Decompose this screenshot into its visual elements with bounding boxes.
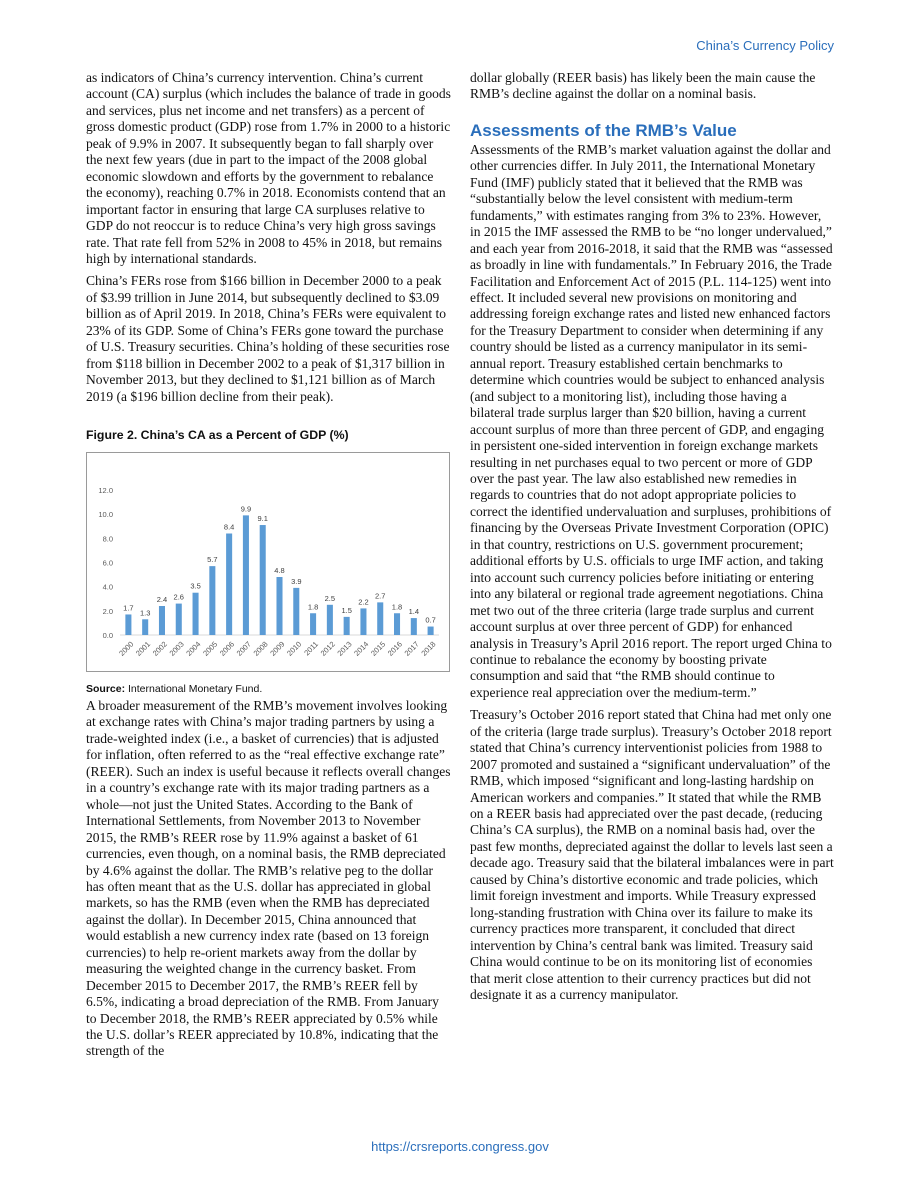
paragraph-ca-surplus: as indicators of China’s currency intervention. China’s current account (CA) surplus (which includes the balance of trade in goods and services, plus net income and net transfers) as a percent of gross domestic product (GDP) rose from 1.7% in 2000 to a historic peak of 9.9% in 2007. It subsequently began to fall sharply over the next few years (due in part to the impact of the 2008 global economic slowdown and efforts by the government to rebalance the economy), reaching 0.7% in 2018. Economists contend that an important factor in ensuring that large CA surpluses relative to GDP do not reoccur is to reduce China’s very high gross savings rate. That rate fell from 52% in 2008 to 45% in 2018, but remains high by international standards. — [86, 70, 451, 266]
x-tick-label: 2011 — [302, 639, 321, 657]
data-label: 1.8 — [391, 601, 403, 611]
source-text: International Monetary Fund. — [125, 682, 263, 695]
bar — [411, 618, 417, 635]
data-label: 3.9 — [291, 576, 302, 586]
paragraph-dollar-strength: dollar globally (REER basis) has likely been the main cause the RMB’s decline against the dollar on a nominal basis. — [470, 70, 816, 102]
right-column — [470, 70, 834, 1009]
y-tick-label: 0.0 — [102, 630, 113, 640]
data-label: 1.3 — [139, 607, 151, 617]
y-tick-label: 10.0 — [98, 509, 113, 519]
section-heading-assessments: Assessments of the RMB’s Value — [470, 120, 737, 140]
paragraph-treasury-reports: Treasury’s October 2016 report stated that China had met only one of the criteria (large trade surplus). Treasury’s October 2018 report stated that China’s currency interventionist policies from 1988 to 2007 promoted and sustained a “significant undervaluation” of the RMB, which imposed “significant and long-lasting hardship on American workers and companies.” It stated that while the RMB on a REER basis had appreciated over the past decade, (reducing China’s CA surplus), the RMB on a nominal basis had, over the past few months, depreciated against the dollar to levels last seen a decade ago. Treasury said that the bilateral imbalances were in part caused by China’s distortive economic and trade policies, which limit foreign investment and imports. While Treasury expressed long-standing frustration with China over its failure to make its currency practices more transparent, it concluded that direct intervention by China’s central bank was limited. Treasury said China would continue to be on its monitoring list of economies that merit close attention to their currency practices but did not designate it as a currency manipulator. — [470, 707, 834, 1003]
x-tick-label: 2018 — [419, 639, 438, 658]
bar — [360, 608, 366, 635]
x-tick-label: 2003 — [167, 639, 186, 658]
data-label: 0.7 — [425, 615, 436, 625]
x-tick-label: 2001 — [133, 639, 153, 658]
data-label: 2.2 — [358, 596, 369, 606]
bar — [142, 619, 148, 635]
data-label: 2.7 — [375, 590, 386, 600]
bar — [394, 613, 400, 635]
data-label: 1.8 — [307, 601, 319, 611]
paragraph-assessments: Assessments of the RMB’s market valuation against the dollar and other currencies differ. In July 2011, the International Monetary Fund (IMF) publicly stated that it believed that the RMB was “substantially below the level consistent with medium-term fundaments,” with estimates ranging from 3% to 23%. However, in 2015 the IMF assessed the RMB to be “no longer undervalued,” and each year from 2016-2018, it said that the RMB was “assessed as broadly in line with fundamentals.” In February 2016, the Trade Facilitation and Enforcement Act of 2015 (P.L. 114-125) went into effect. It included several new provisions on monitoring and addressing foreign exchange rates and listed new enhanced factors for the Treasury Department to consider when determining if any country should be listed as a currency manipulator in its semi-annual report. Treasury established certain benchmarks to determine which countries would be subject to enhanced analysis (and subject to a monitoring list), including those having a bilateral trade surplus larger than $20 billion, having a current account surplus of more than three percent of GDP, and engaging in persistent one-sided intervention in foreign exchange markets resulting in net purchases equal to two percent or more of GDP over the past year. The law also established new remedies in regards to countries that do not adopt appropriate policies to correct the identified undervaluation and surpluses, prohibitions of financing by the Overseas Private Investment Corporation (OPIC) in that country, restrictions on U.S. government procurement; additional efforts by U.S. officials to urge IMF action, and taking into account such currency policies before initiating or entering into any bilateral or regional trade agreement negotiations. China met two out of the three criteria (large trade surplus and current account surplus at over three percent of GDP) for enhanced analysis in Treasury’s April 2016 report. The report urged China to continue to rebalance the economy by boosting private consumption and said that “the RMB should continue to experience real appreciation over the medium-term.” — [470, 141, 833, 700]
bar — [344, 616, 350, 634]
x-tick-label: 2016 — [385, 639, 404, 658]
x-tick-label: 2008 — [251, 639, 270, 658]
x-tick-label: 2017 — [402, 639, 421, 658]
source-label: Source: — [86, 682, 126, 695]
x-tick-label: 2004 — [184, 639, 203, 658]
footer-url[interactable]: https://crsreports.congress.gov — [371, 1139, 549, 1154]
x-tick-label: 2000 — [117, 639, 136, 658]
data-label: 3.5 — [190, 581, 201, 591]
x-tick-label: 2012 — [318, 639, 337, 658]
x-tick-label: 2007 — [234, 639, 253, 658]
x-tick-label: 2015 — [369, 639, 388, 658]
left-column — [86, 70, 451, 1066]
bar — [276, 577, 282, 635]
ca-gdp-bar-chart — [87, 453, 449, 671]
data-label: 1.4 — [408, 606, 420, 616]
bar — [193, 592, 199, 634]
figure-title: Figure 2. China’s CA as a Percent of GDP (%) — [86, 428, 349, 443]
x-tick-label: 2006 — [217, 639, 237, 658]
bar — [125, 614, 131, 635]
x-tick-label: 2010 — [285, 639, 304, 658]
data-label: 9.1 — [257, 513, 268, 523]
bar — [159, 606, 165, 635]
running-header: China’s Currency Policy — [696, 38, 834, 53]
x-tick-label: 2014 — [352, 639, 371, 658]
y-tick-label: 8.0 — [102, 533, 113, 543]
y-tick-label: 2.0 — [102, 606, 113, 616]
y-tick-label: 12.0 — [98, 485, 113, 495]
data-label: 1.5 — [341, 605, 352, 615]
data-label: 5.7 — [207, 554, 218, 564]
bar — [243, 515, 249, 635]
bar — [428, 626, 434, 634]
data-label: 2.6 — [173, 592, 184, 602]
paragraph-fers: China’s FERs rose from $166 billion in December 2000 to a peak of $3.99 trillion in June 2014, but subsequently declined to $3.09 billion as of April 2019. In 2018, China’s FERs were equivalent to 23% of its GDP. Some of China’s FERs gone toward the purchase of U.S. Treasury securities. China’s holding of these securities rose from $118 billion in December 2002 to a peak of $1,317 billion in November 2013, but they declined to $1,121 billion as of March 2019 (a $196 billion decline from their peak). — [86, 273, 450, 404]
x-tick-label: 2002 — [150, 639, 169, 658]
data-label: 8.4 — [223, 522, 235, 532]
bar — [260, 525, 266, 635]
data-label: 4.8 — [274, 565, 285, 575]
x-tick-label: 2009 — [268, 639, 287, 658]
bar — [310, 613, 316, 635]
data-label: 9.9 — [240, 503, 252, 513]
data-label: 2.5 — [324, 593, 336, 603]
bar — [293, 587, 299, 634]
bar — [377, 602, 383, 635]
data-label: 2.4 — [156, 594, 168, 604]
bar — [327, 604, 333, 634]
x-tick-label: 2013 — [335, 639, 354, 658]
y-tick-label: 4.0 — [102, 582, 113, 592]
bar — [209, 566, 215, 635]
data-label: 1.7 — [123, 602, 134, 612]
figure-source — [86, 681, 451, 697]
chart-frame — [86, 452, 450, 672]
x-tick-label: 2005 — [201, 639, 220, 658]
y-tick-label: 6.0 — [102, 558, 113, 568]
bar — [176, 603, 182, 634]
bar — [226, 533, 232, 635]
paragraph-reer: A broader measurement of the RMB’s movement involves looking at exchange rates with China’s major trading partners by using a trade-weighted index (i.e., a basket of currencies) that is adjusted for inflation, often referred to as the “real effective exchange rate” (REER). Such an index is useful because it reflects overall changes in a country’s exchange rate with its major trading partners as a whole—not just the United States. According to the Bank of International Settlements, from November 2013 to November 2015, the RMB’s REER rose by 11.9% against a basket of 61 currencies, even though, on a nominal basis, the RMB depreciated by 4.6% against the dollar. The RMB’s relative peg to the dollar has often meant that as the U.S. dollar has appreciated in global markets, so has the RMB (even when the RMB has depreciated against the dollar). In December 2015, China announced that would establish a new currency index rate (based on 13 foreign currencies) to help re-orient markets away from the dollar by measuring the weighted change in the currency basket. From December 2015 to December 2017, the RMB’s REER fell by 6.5%, indicating a broad depreciation of the RMB. From January to December 2018, the RMB’s REER appreciated by 0.5% while the U.S. dollar’s REER appreciated by 10.8%, indicating that the strength of the — [86, 697, 451, 1059]
